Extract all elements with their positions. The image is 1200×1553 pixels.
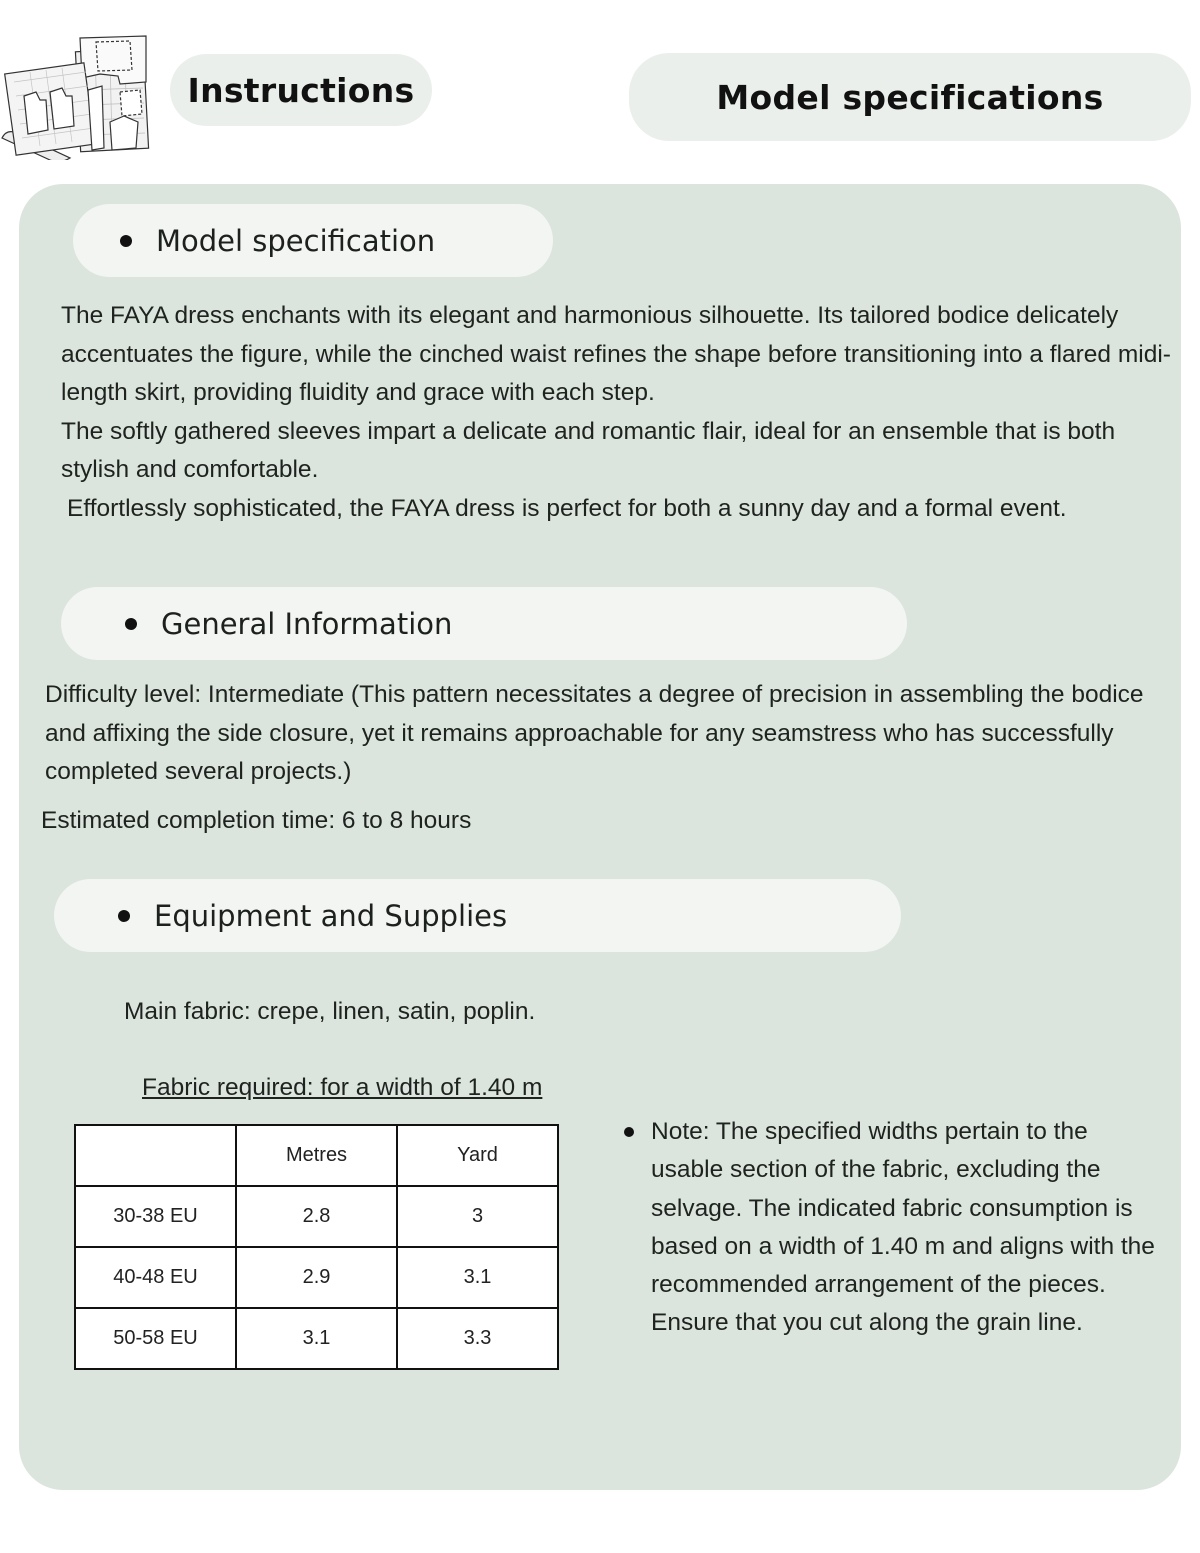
main-fabric-text: Main fabric: crepe, linen, satin, poplin. [124, 998, 536, 1025]
model-specifications-heading: Model specifications [629, 53, 1191, 141]
table-cell: 2.9 [236, 1247, 397, 1308]
fabric-note [620, 1113, 1160, 1343]
difficulty-level-text: Difficulty level: Intermediate (This pattern necessitates a degree of precision in assembling the bodice and affixing the side closure, yet it remains approachable for any seamstress who has successfully completed several projects.) [45, 681, 1144, 785]
table-cell: 3.3 [397, 1308, 558, 1369]
section-heading-equipment-supplies [54, 879, 901, 952]
section-heading-label: Model specification [156, 223, 436, 258]
table-header-cell: Metres [236, 1125, 397, 1186]
table-cell: 50-58 EU [75, 1308, 236, 1369]
table-cell: 3.1 [236, 1308, 397, 1369]
table-row [75, 1186, 558, 1247]
table-cell: 2.8 [236, 1186, 397, 1247]
table-cell: 40-48 EU [75, 1247, 236, 1308]
sewing-pattern-icon [0, 30, 160, 160]
bullet-icon [118, 910, 130, 922]
table-header-cell [75, 1125, 236, 1186]
description-paragraph: The FAYA dress enchants with its elegant and harmonious silhouette. Its tailored bodice delicately accentuates the figure, while the cinched waist refines the shape before transitioning into a flared midi-length skirt, providing fluidity and grace with each step. [61, 302, 1171, 406]
description-paragraph: Effortlessly sophisticated, the FAYA dress is perfect for both a sunny day and a formal event. [67, 494, 1067, 522]
table-row [75, 1247, 558, 1308]
table-row [75, 1308, 558, 1369]
section-heading-label: Equipment and Supplies [154, 898, 508, 933]
table-header-cell: Yard [397, 1125, 558, 1186]
fabric-note-text: Note: The specified widths pertain to the usable section of the fabric, excluding the selvage. The indicated fabric consumption is based on a width of 1.40 m and aligns with the recommended arrangement of the pieces. Ensure that you cut along the grain line. [651, 1118, 1155, 1337]
description-paragraph: The softly gathered sleeves impart a delicate and romantic flair, ideal for an ensemble that is both stylish and comfortable. [61, 417, 1116, 483]
fabric-table [74, 1124, 559, 1370]
section-heading-label: General Information [161, 606, 453, 641]
table-cell: 30-38 EU [75, 1186, 236, 1247]
fabric-required-text: Fabric required: for a width of 1.40 m [142, 1074, 543, 1101]
completion-time-text: Estimated completion time: 6 to 8 hours [41, 807, 472, 834]
bullet-icon [120, 235, 132, 247]
bullet-icon [624, 1127, 634, 1137]
model-description [61, 297, 1171, 528]
table-cell: 3.1 [397, 1247, 558, 1308]
bullet-icon [125, 618, 137, 630]
instructions-heading: Instructions [170, 54, 432, 126]
table-cell: 3 [397, 1186, 558, 1247]
table-header-row [75, 1125, 558, 1186]
section-heading-model-specification [73, 204, 553, 277]
section-heading-general-information [61, 587, 907, 660]
